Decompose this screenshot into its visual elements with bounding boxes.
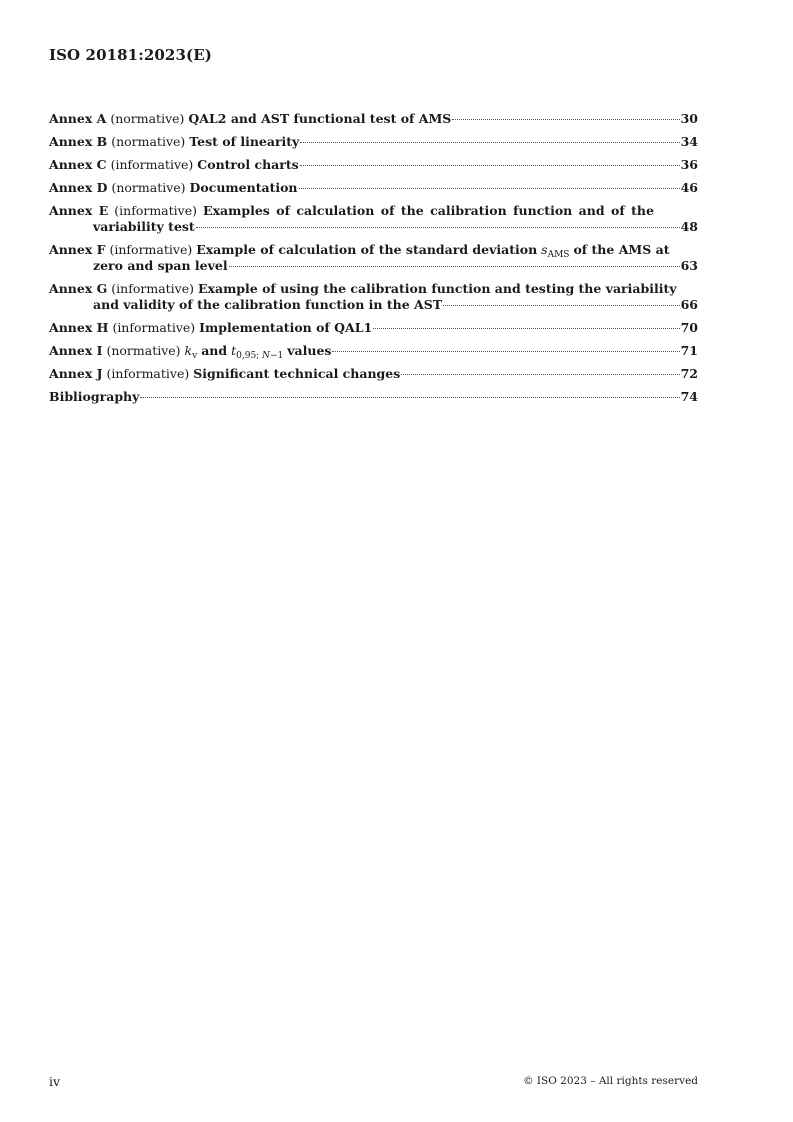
annex-title-line1: Example of using the calibration function and testing the variability: [198, 281, 677, 296]
dot-leader: [443, 305, 680, 306]
annex-label: Annex E: [49, 203, 109, 218]
annex-type: (informative): [114, 203, 197, 218]
footer-page-number: iv: [49, 1074, 61, 1089]
annex-title-post: values: [287, 343, 332, 358]
annex-title-line1-post: of the AMS at: [573, 242, 670, 257]
toc-entry-bibliography[interactable]: [49, 389, 698, 405]
annex-title-line1: Examples of calculation of the calibration function and of the: [203, 203, 654, 218]
dot-leader: [196, 227, 680, 228]
document-id-header: ISO 20181:2023(E): [49, 46, 212, 64]
annex-title: Documentation: [189, 180, 298, 195]
symbol-t: t: [231, 343, 237, 358]
page-number: 63: [680, 258, 698, 273]
annex-title: Control charts: [197, 157, 299, 172]
dot-leader: [140, 397, 679, 398]
table-of-contents: [49, 111, 698, 412]
page-number: 72: [680, 366, 698, 381]
annex-label: Annex J: [49, 366, 103, 381]
dot-leader: [332, 351, 679, 352]
page-number: 34: [680, 134, 698, 149]
annex-type: (informative): [110, 157, 194, 172]
footer-copyright: © ISO 2023 – All rights reserved: [523, 1075, 698, 1087]
toc-entry-annex-d[interactable]: [49, 180, 698, 196]
annex-label: Annex D: [49, 180, 108, 195]
dot-leader: [300, 142, 679, 143]
dot-leader: [452, 119, 679, 120]
toc-entry-annex-g[interactable]: [49, 281, 698, 313]
symbol-k-subscript: v: [192, 351, 198, 362]
annex-type: (normative): [111, 180, 186, 195]
annex-title-line1: Example of calculation of the standard deviation: [196, 242, 538, 257]
page-number: 46: [680, 180, 698, 195]
annex-type: (informative): [112, 320, 196, 335]
page-number: 30: [680, 111, 698, 126]
toc-entry-annex-h[interactable]: [49, 320, 698, 336]
symbol-s: s: [541, 242, 548, 257]
annex-type: (normative): [111, 134, 186, 149]
page-number: 70: [680, 320, 698, 335]
annex-label: Annex H: [49, 320, 109, 335]
page-number: 66: [680, 297, 698, 312]
annex-title-line2: and validity of the calibration function in the AST: [93, 297, 443, 312]
annex-label: Annex A: [49, 111, 107, 126]
symbol-k: k: [184, 343, 193, 358]
annex-label: Annex B: [49, 134, 108, 149]
annex-type: (normative): [106, 343, 181, 358]
toc-entry-annex-c[interactable]: [49, 157, 698, 173]
page-number: 74: [680, 389, 698, 404]
page-number: 71: [680, 343, 698, 358]
page-number: 48: [680, 219, 698, 234]
toc-entry-annex-b[interactable]: [49, 134, 698, 150]
annex-label: Annex F: [49, 242, 106, 257]
annex-label: Annex G: [49, 281, 108, 296]
annex-label: Annex C: [49, 157, 107, 172]
toc-entry-annex-j[interactable]: [49, 366, 698, 382]
toc-entry-annex-e[interactable]: [49, 203, 698, 235]
dot-leader: [300, 165, 680, 166]
dot-leader: [401, 374, 679, 375]
annex-title: Test of linearity: [189, 134, 300, 149]
annex-type: (informative): [106, 366, 190, 381]
dot-leader: [299, 188, 680, 189]
annex-type: (informative): [109, 242, 193, 257]
toc-entry-annex-f[interactable]: [49, 242, 698, 274]
annex-title-line2: variability test: [93, 219, 195, 234]
annex-title: Implementation of QAL1: [199, 320, 373, 335]
annex-type: (normative): [110, 111, 185, 126]
toc-entry-annex-a[interactable]: [49, 111, 698, 127]
symbol-t-subscript: 0,95; N−1: [236, 351, 284, 362]
and-word: and: [201, 343, 228, 358]
toc-entry-annex-i[interactable]: [49, 343, 698, 362]
symbol-subscript: AMS: [547, 250, 570, 261]
page-number: 36: [680, 157, 698, 172]
annex-title: Significant technical changes: [193, 366, 401, 381]
dot-leader: [229, 266, 680, 267]
bibliography-title: Bibliography: [49, 389, 140, 404]
annex-title-line2: zero and span level: [93, 258, 228, 273]
annex-label: Annex I: [49, 343, 103, 358]
dot-leader: [373, 328, 679, 329]
annex-type: (informative): [111, 281, 195, 296]
annex-title: QAL2 and AST functional test of AMS: [188, 111, 452, 126]
